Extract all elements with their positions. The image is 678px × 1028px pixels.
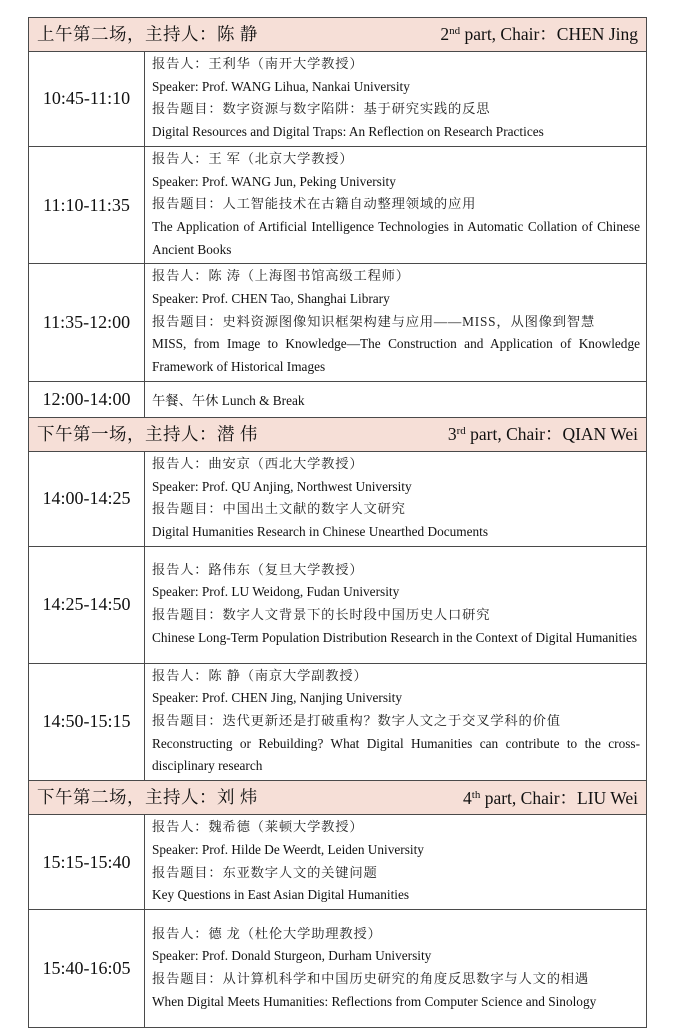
speaker-en: Speaker: Prof. LU Weidong, Fudan University: [152, 584, 400, 600]
talk-details: [145, 815, 647, 910]
title-cn: 报告题目：数字资源与数字陷阱：基于研究实践的反思: [152, 101, 491, 117]
speaker-en: Speaker: Prof. CHEN Tao, Shanghai Library: [152, 291, 390, 307]
speaker-en: Speaker: Prof. Hilde De Weerdt, Leiden University: [152, 841, 424, 857]
talk-time: 11:35-12:00: [29, 264, 145, 382]
talk-details: [145, 909, 647, 1027]
lunch-label: 午餐、午休 Lunch & Break: [145, 381, 647, 417]
talk-details: [145, 663, 647, 781]
talk-details: [145, 52, 647, 147]
reporter-cn: 报告人：魏希德（莱顿大学教授）: [152, 819, 364, 835]
title-en: Key Questions in East Asian Digital Humanities: [152, 887, 410, 903]
schedule-table: [28, 17, 647, 1028]
speaker-en: Speaker: Prof. Donald Sturgeon, Durham University: [152, 948, 432, 964]
talk-time: 11:10-11:35: [29, 146, 145, 264]
reporter-cn: 报告人：王 军（北京大学教授）: [152, 150, 354, 166]
reporter-cn: 报告人：陈 涛（上海图书馆高级工程师）: [152, 268, 410, 284]
section-chair-cn: 下午第一场，主持人：潜 伟: [37, 423, 258, 444]
talk-row: [29, 146, 647, 264]
title-cn: 报告题目：人工智能技术在古籍自动整理领域的应用: [152, 196, 477, 212]
title-en: Chinese Long-Term Population Distribution Research in the Context of Digital Humanities: [152, 629, 638, 645]
talk-row: [29, 815, 647, 910]
section-chair-cn: 上午第二场，主持人：陈 静: [37, 23, 258, 44]
section-chair-en: 4th part, Chair：LIU Wei: [463, 787, 638, 808]
lunch-row: [29, 381, 647, 417]
talk-time: 14:25-14:50: [29, 546, 145, 663]
section-header-afternoon-1: [29, 417, 647, 451]
section-header-afternoon-2: [29, 781, 647, 815]
title-en: The Application of Artificial Intelligence Technologies in Automatic Collation of Chinese Ancient Books: [152, 218, 640, 257]
title-en: MISS, from Image to Knowledge—The Construction and Application of Knowledge Framework of Historical Images: [152, 336, 640, 375]
talk-row: [29, 52, 647, 147]
reporter-cn: 报告人：德 龙（杜伦大学助理教授）: [152, 925, 382, 941]
talk-row: [29, 546, 647, 663]
talk-time: 15:40-16:05: [29, 909, 145, 1027]
section-header-morning-2: [29, 18, 647, 52]
talk-row: [29, 451, 647, 546]
title-en: Digital Resources and Digital Traps: An Reflection on Research Practices: [152, 124, 544, 140]
title-cn: 报告题目：中国出土文献的数字人文研究: [152, 501, 406, 517]
talk-details: [145, 264, 647, 382]
reporter-cn: 报告人：路伟东（复旦大学教授）: [152, 561, 364, 577]
talk-row: [29, 264, 647, 382]
title-en: Digital Humanities Research in Chinese Unearthed Documents: [152, 523, 489, 539]
title-cn: 报告题目：迭代更新还是打破重构？数字人文之于交叉学科的价值: [152, 713, 561, 729]
reporter-cn: 报告人：王利华（南开大学教授）: [152, 56, 364, 71]
section-chair-en: 3rd part, Chair：QIAN Wei: [447, 424, 638, 444]
talk-details: [145, 146, 647, 264]
speaker-en: Speaker: Prof. CHEN Jing, Nanjing University: [152, 690, 403, 706]
title-cn: 报告题目：从计算机科学和中国历史研究的角度反思数字与人文的相遇: [152, 970, 590, 986]
talk-details: [145, 546, 647, 663]
section-chair-en: 2nd part, Chair：CHEN Jing: [440, 24, 638, 45]
reporter-cn: 报告人：陈 静（南京大学副教授）: [152, 667, 368, 683]
reporter-cn: 报告人：曲安京（西北大学教授）: [152, 455, 364, 471]
title-en: When Digital Meets Humanities: Reflections from Computer Science and Sinology: [152, 993, 597, 1009]
title-cn: 报告题目：东亚数字人文的关键问题: [152, 864, 378, 880]
lunch-time: 12:00-14:00: [29, 381, 145, 417]
talk-time: 14:00-14:25: [29, 451, 145, 546]
title-cn: 报告题目：数字人文背景下的长时段中国历史人口研究: [152, 607, 491, 623]
talk-time: 14:50-15:15: [29, 663, 145, 781]
talk-time: 15:15-15:40: [29, 815, 145, 910]
title-cn: 报告题目：史料资源图像知识框架构建与应用——MISS，从图像到智慧: [152, 313, 596, 329]
talk-details: [145, 451, 647, 546]
speaker-en: Speaker: Prof. QU Anjing, Northwest University: [152, 478, 412, 494]
section-chair-cn: 下午第二场，主持人：刘 炜: [37, 786, 258, 807]
speaker-en: Speaker: Prof. WANG Jun, Peking University: [152, 173, 396, 189]
talk-row: [29, 663, 647, 781]
speaker-en: Speaker: Prof. WANG Lihua, Nankai University: [152, 78, 410, 94]
talk-row: [29, 909, 647, 1027]
title-en: Reconstructing or Rebuilding? What Digital Humanities can contribute to the cross-disciplinary research: [152, 735, 640, 774]
talk-time: 10:45-11:10: [29, 52, 145, 147]
